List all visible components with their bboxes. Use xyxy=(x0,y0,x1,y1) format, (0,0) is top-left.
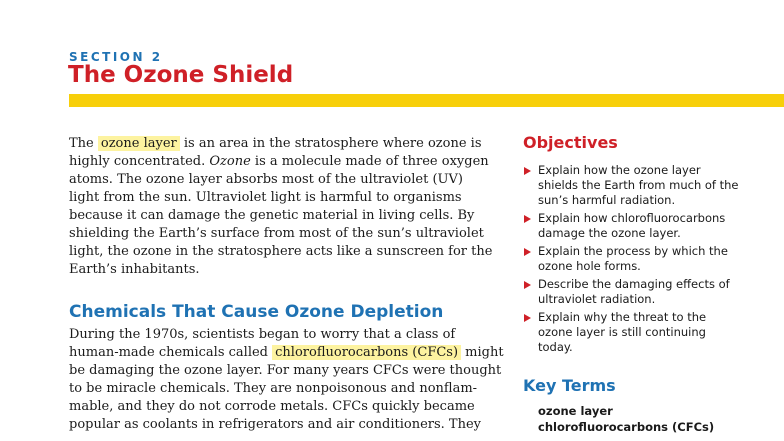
objective-item xyxy=(523,163,778,208)
chemicals-heading: Chemicals That Cause Ozone Depletion xyxy=(69,302,444,322)
objective-text-line: Explain how chlorofluorocarbons xyxy=(538,211,726,225)
bullet-arrow-icon xyxy=(524,248,531,256)
objective-item xyxy=(523,211,778,241)
objective-text-line: shields the Earth from much of the xyxy=(538,178,739,192)
objective-item xyxy=(523,277,778,307)
text-line xyxy=(69,344,504,362)
objective-text-line: ozone hole forms. xyxy=(538,259,641,273)
bullet-arrow-icon xyxy=(524,281,531,289)
text-line xyxy=(69,243,493,261)
text-run: to be miracle chemicals. They are nonpoisonous and nonflam- xyxy=(69,381,478,396)
text-run: During the 1970s, scientists began to worry that a class of xyxy=(69,327,456,342)
key-term: ozone layer xyxy=(538,404,613,418)
text-run: because it can damage the genetic material in living cells. By xyxy=(69,208,475,223)
text-run: is an area in the stratosphere where ozone is xyxy=(179,136,482,151)
text-line xyxy=(69,153,489,171)
highlighted-term: ozone layer xyxy=(98,136,180,151)
text-run: popular as coolants in refrigerators and air conditioners. They xyxy=(69,417,481,432)
page-title: The Ozone Shield xyxy=(68,62,294,88)
text-run: The xyxy=(69,136,98,151)
text-run: atoms. The ozone layer absorbs most of the ultraviolet (UV) xyxy=(69,172,463,187)
text-line xyxy=(69,171,489,189)
objective-text-line: Explain how the ozone layer xyxy=(538,163,701,177)
text-line xyxy=(69,380,489,398)
intro-paragraph xyxy=(69,135,493,279)
objectives-heading: Objectives xyxy=(523,133,618,152)
objective-item xyxy=(523,244,778,274)
bullet-arrow-icon xyxy=(524,167,531,175)
text-run: be damaging the ozone layer. For many years CFCs were thought xyxy=(69,363,502,378)
key-terms-list xyxy=(538,403,714,435)
chemicals-paragraph xyxy=(69,326,504,434)
objective-text-line: Describe the damaging effects of xyxy=(538,277,730,291)
objective-text-line: damage the ozone layer. xyxy=(538,226,681,240)
key-terms-heading: Key Terms xyxy=(523,376,616,395)
text-line xyxy=(69,189,489,207)
objective-text-line: Explain why the threat to the xyxy=(538,310,707,324)
text-run: highly concentrated. xyxy=(69,154,210,169)
objective-text-line: sun’s harmful radiation. xyxy=(538,193,676,207)
objective-text-line: ozone layer is still continuing xyxy=(538,325,706,339)
section-label: SECTION 2 xyxy=(69,50,163,64)
text-line xyxy=(69,362,502,380)
text-run: light, the ozone in the stratosphere acts like a sunscreen for the xyxy=(69,244,493,259)
text-run: Earth’s inhabitants. xyxy=(69,262,200,277)
text-line xyxy=(69,207,489,225)
text-line xyxy=(69,261,489,279)
chemicals-text xyxy=(69,326,504,434)
objective-text-line: Explain the process by which the xyxy=(538,244,728,258)
text-run: might xyxy=(461,345,504,360)
text-run: human-made chemicals called xyxy=(69,345,273,360)
objective-text-line: ultraviolet radiation. xyxy=(538,292,656,306)
text-line xyxy=(69,398,489,416)
text-line xyxy=(69,416,489,434)
intro-text xyxy=(69,135,493,279)
title-underline-bar xyxy=(69,94,784,107)
highlighted-term: chlorofluorocarbons (CFCs) xyxy=(272,345,461,360)
key-term: chlorofluorocarbons (CFCs) xyxy=(538,420,715,434)
objectives-list xyxy=(523,163,778,358)
text-run: mable, and they do not corrode metals. CFCs quickly became xyxy=(69,399,475,414)
text-line xyxy=(69,326,489,344)
text-run: shielding the Earth’s surface from most of the sun’s ultraviolet xyxy=(69,226,484,241)
bullet-arrow-icon xyxy=(524,215,531,223)
text-line xyxy=(69,135,489,153)
italic-term: Ozone xyxy=(209,154,251,169)
objective-item xyxy=(523,310,778,355)
objective-text-line: today. xyxy=(538,340,573,354)
text-run: light from the sun. Ultraviolet light is harmful to organisms xyxy=(69,190,462,205)
text-line xyxy=(69,225,489,243)
bullet-arrow-icon xyxy=(524,314,531,322)
text-run: is a molecule made of three oxygen xyxy=(250,154,489,169)
